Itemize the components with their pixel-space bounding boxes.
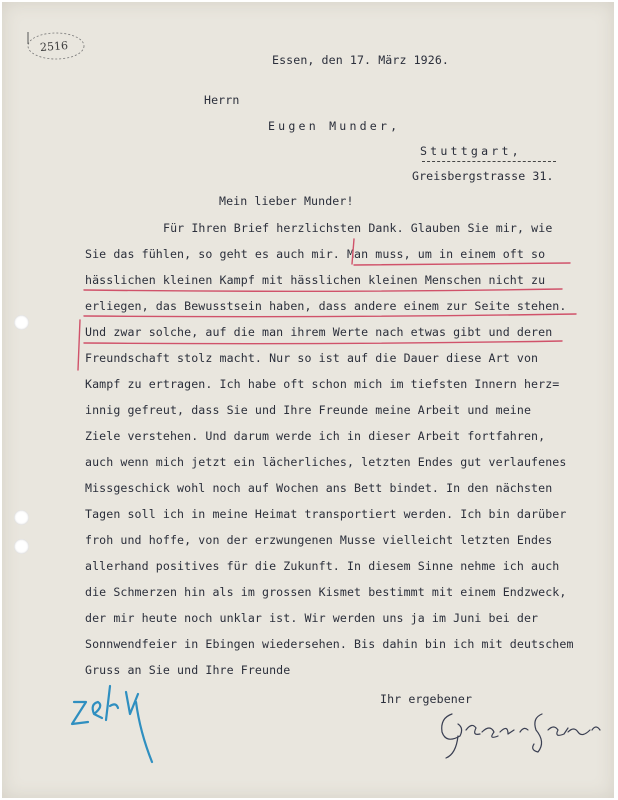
punch-hole <box>14 510 29 525</box>
body-line: Sie das fühlen, so geht es auch mir. Man muss, um in einem oft so <box>85 247 546 261</box>
recipient-salutation: Herrn <box>204 93 240 107</box>
recipient-street: Greisbergstrasse 31. <box>412 169 554 183</box>
punch-hole <box>14 539 29 554</box>
body-line: Missgeschick wohl noch auf Wochen ans Bett bindet. In den nächsten <box>85 481 553 495</box>
punch-hole <box>14 315 29 330</box>
body-line: innig gefreut, dass Sie und Ihre Freunde meine Arbeit und meine <box>85 403 532 417</box>
body-line: allerhand positives für die Zukunft. In diesem Sinne nehme ich auch <box>85 559 560 573</box>
archive-number: 2516 <box>39 39 69 54</box>
body-line: Gruss an Sie und Ihre Freunde <box>85 663 291 677</box>
body-line: Tagen soll ich in meine Heimat transportiert werden. Ich bin darüber <box>85 507 567 521</box>
body-line: froh und hoffe, von der erzwungenen Musse vielleicht letzten Endes <box>85 533 553 547</box>
recipient-city: Stuttgart, <box>420 144 522 158</box>
body-line: Sonnwendfeier in Ebingen wiedersehen. Bis dahin bin ich mit deutschem <box>85 637 574 651</box>
signature <box>2 2 614 798</box>
recipient-name: Eugen Munder, <box>268 119 401 133</box>
body-line: erliegen, das Bewusstsein haben, dass andere einem zur Seite stehen. <box>85 299 567 313</box>
body-line: Und zwar solche, auf die man ihrem Werte nach etwas gibt und deren <box>85 325 553 339</box>
greeting: Mein lieber Munder! <box>219 194 354 208</box>
letter-sheet <box>2 2 614 798</box>
body-line: Freundschaft stolz macht. Nur so ist auf die Dauer diese Art von <box>85 351 539 365</box>
place-date: Essen, den 17. März 1926. <box>272 53 450 67</box>
body-line: auch wenn mich jetzt ein lächerliches, letzten Endes gut verlaufenes <box>85 455 567 469</box>
body-line: die Schmerzen hin als im grossen Kismet bestimmt mit einem Endzweck, <box>85 585 567 599</box>
body-line: hässlichen kleinen Kampf mit hässlichen kleinen Menschen nicht zu <box>85 273 546 287</box>
closing: Ihr ergebener <box>380 692 473 706</box>
body-line: Für Ihren Brief herzlichsten Dank. Glauben Sie mir, wie <box>163 221 553 235</box>
body-line: der mir heute noch unklar ist. Wir werden uns ja im Juni bei der <box>85 611 539 625</box>
body-line: Kampf zu ertragen. Ich habe oft schon mich im tiefsten Innern herz= <box>85 377 560 391</box>
body-line: Ziele verstehen. Und darum werde ich in dieser Arbeit fortfahren, <box>85 429 546 443</box>
